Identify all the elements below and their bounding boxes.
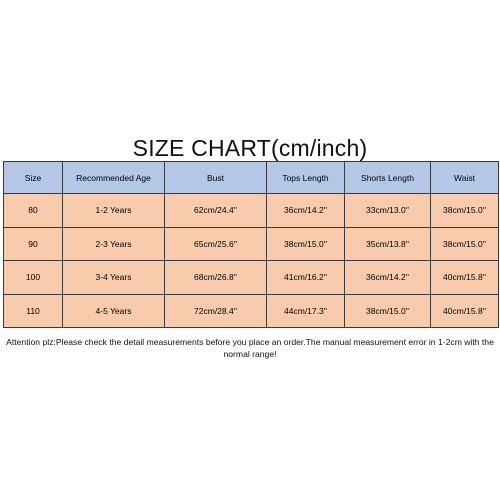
cell-recommended-age: 2-3 Years xyxy=(63,227,165,261)
attention-note: Attention plz:Please check the detail measurements before you place an order.The manual measurement error in 1-2cm with the normal range! xyxy=(6,337,494,359)
cell-recommended-age: 1-2 Years xyxy=(63,194,165,228)
header-shorts-length: Shorts Length xyxy=(345,162,431,194)
header-size: Size xyxy=(4,162,63,194)
cell-waist: 40cm/15.8'' xyxy=(431,261,499,295)
header-waist: Waist xyxy=(431,162,499,194)
cell-tops-length: 38cm/15.0'' xyxy=(267,227,345,261)
cell-bust: 68cm/26.8'' xyxy=(165,261,267,295)
cell-waist: 38cm/15.0'' xyxy=(431,194,499,228)
cell-waist: 40cm/15.8'' xyxy=(431,294,499,328)
table-row xyxy=(4,227,499,261)
cell-size: 110 xyxy=(4,294,63,328)
cell-waist: 38cm/15.0'' xyxy=(431,227,499,261)
cell-size: 100 xyxy=(4,261,63,295)
table-row xyxy=(4,261,499,295)
cell-bust: 65cm/25.6'' xyxy=(165,227,267,261)
header-recommended-age: Recommended Age xyxy=(63,162,165,194)
cell-size: 90 xyxy=(4,227,63,261)
cell-tops-length: 36cm/14.2'' xyxy=(267,194,345,228)
cell-shorts-length: 36cm/14.2'' xyxy=(345,261,431,295)
cell-shorts-length: 33cm/13.0'' xyxy=(345,194,431,228)
header-bust: Bust xyxy=(165,162,267,194)
cell-tops-length: 44cm/17.3'' xyxy=(267,294,345,328)
cell-shorts-length: 35cm/13.8'' xyxy=(345,227,431,261)
cell-recommended-age: 3-4 Years xyxy=(63,261,165,295)
cell-shorts-length: 38cm/15.0'' xyxy=(345,294,431,328)
cell-bust: 62cm/24.4'' xyxy=(165,194,267,228)
table-row xyxy=(4,194,499,228)
size-chart-table xyxy=(3,161,499,328)
table-header-row xyxy=(4,162,499,194)
cell-tops-length: 41cm/16.2'' xyxy=(267,261,345,295)
cell-recommended-age: 4-5 Years xyxy=(63,294,165,328)
page-title: SIZE CHART(cm/inch) xyxy=(132,135,368,161)
table-row xyxy=(4,294,499,328)
header-tops-length: Tops Length xyxy=(267,162,345,194)
cell-size: 80 xyxy=(4,194,63,228)
cell-bust: 72cm/28.4'' xyxy=(165,294,267,328)
